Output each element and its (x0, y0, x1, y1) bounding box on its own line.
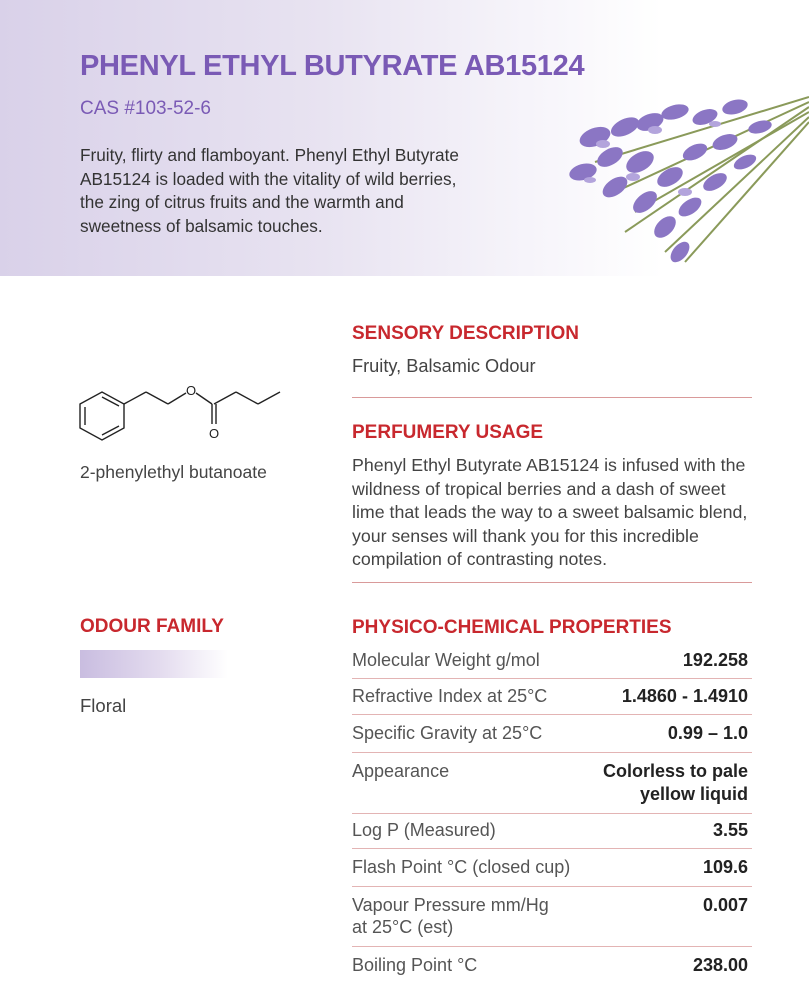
sensory-heading: SENSORY DESCRIPTION (352, 323, 579, 344)
property-label: Refractive Index at 25°C (352, 686, 548, 706)
property-value: Colorless to pale yellow liquid (602, 761, 748, 804)
property-value: 238.00 (692, 955, 748, 975)
property-value: 3.55 (712, 820, 748, 840)
odour-family-heading: ODOUR FAMILY (80, 616, 224, 637)
property-label: Appearance (352, 761, 450, 781)
row-divider (352, 886, 752, 887)
properties-heading: PHYSICO-CHEMICAL PROPERTIES (352, 617, 672, 638)
divider (352, 582, 752, 583)
property-value: 109.6 (702, 857, 748, 877)
property-value: 192.258 (682, 650, 748, 670)
row-divider (352, 752, 752, 753)
property-label: Boiling Point °C (352, 955, 478, 975)
row-divider (352, 946, 752, 947)
odour-family-value: Floral (80, 695, 127, 716)
property-label: Specific Gravity at 25°C (352, 723, 543, 743)
product-intro: Fruity, flirty and flamboyant. Phenyl Ethyl Butyrate AB15124 is loaded with the vitality of wild berries, the zing of citrus fruits and the warmth and sweetness of balsamic touches. (80, 145, 459, 236)
property-value: 0.99 – 1.0 (667, 723, 748, 743)
divider (352, 397, 752, 398)
iupac-name: 2-phenylethyl butanoate (80, 462, 267, 482)
property-value: 1.4860 - 1.4910 (621, 686, 748, 706)
property-value: 0.007 (702, 895, 748, 915)
lavender-image (555, 82, 809, 274)
chemical-structure-diagram (72, 376, 292, 452)
oxygen-label-carbonyl: O (208, 426, 220, 441)
property-label: Molecular Weight g/mol (352, 650, 540, 670)
row-divider (352, 813, 752, 814)
perfumery-heading: PERFUMERY USAGE (352, 422, 544, 443)
odour-family-swatch (80, 650, 228, 678)
row-divider (352, 848, 752, 849)
perfumery-text: Phenyl Ethyl Butyrate AB15124 is infused with the wildness of tropical berries and a dash of sweet lime that leads the way to a sweet balsamic blend, your senses will thank you for this incredible compilation of contrasting notes. (352, 455, 748, 569)
property-label: Flash Point °C (closed cup) (352, 857, 571, 877)
oxygen-label-ester: O (185, 383, 197, 398)
product-title: PHENYL ETHYL BUTYRATE AB15124 (80, 50, 585, 82)
property-label: Log P (Measured) (352, 820, 496, 840)
sensory-text: Fruity, Balsamic Odour (352, 356, 536, 376)
cas-number: CAS #103-52-6 (80, 98, 211, 119)
row-divider (352, 678, 752, 679)
property-label: Vapour Pressure mm/Hg at 25°C (est) (352, 895, 549, 937)
row-divider (352, 714, 752, 715)
